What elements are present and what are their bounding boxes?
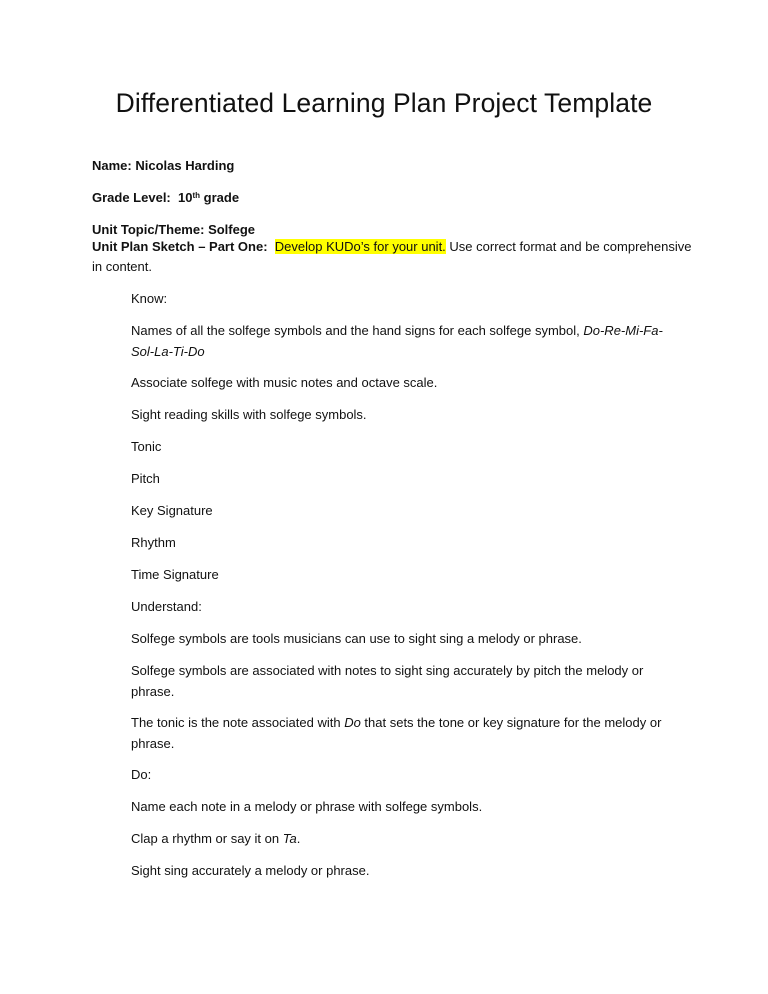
sketch-label: Unit Plan Sketch – Part One:: [92, 239, 268, 254]
know-item-names: [131, 320, 671, 362]
know-item: Key Signature: [131, 503, 213, 518]
do-text: .: [296, 831, 301, 846]
topic-label: Unit Topic/Theme:: [92, 222, 205, 237]
sketch-line-1: [92, 236, 691, 257]
do-item: [131, 828, 671, 849]
do-heading: Do:: [131, 767, 152, 782]
know-heading: Know:: [131, 291, 168, 306]
understand-item: Solfege symbols are associated with notes to sight sing accurately by pitch the melody or phrase.: [131, 663, 644, 699]
grade-field: [92, 187, 239, 208]
sketch-highlight: Develop KUDo’s for your unit.: [274, 239, 446, 254]
know-item: Pitch: [131, 471, 160, 486]
do-italic: Ta: [282, 831, 297, 846]
understand-item: [131, 712, 671, 754]
sketch-instructions: Use correct format and be comprehensive: [445, 239, 692, 254]
know-item: Rhythm: [131, 535, 176, 550]
grade-suffix: grade: [203, 190, 240, 205]
name-value: Nicolas Harding: [135, 158, 235, 173]
grade-number: 10: [178, 190, 193, 205]
solfege-syllables: Do-Re-Mi-Fa-Sol-La-Ti-Do: [131, 323, 663, 359]
grade-superscript: th: [192, 191, 201, 200]
understand-item: Solfege symbols are tools musicians can use to sight sing a melody or phrase.: [131, 631, 582, 646]
grade-label: Grade Level:: [92, 190, 171, 205]
know-item: Associate solfege with music notes and octave scale.: [131, 375, 438, 390]
sketch-line-2: in content.: [92, 259, 152, 274]
know-item: Sight reading skills with solfege symbols.: [131, 407, 367, 422]
understand-heading: Understand:: [131, 599, 202, 614]
know-item-text: Names of all the solfege symbols and the hand signs for each solfege symbol,: [131, 323, 584, 338]
name-label: Name:: [92, 158, 132, 173]
topic-value: Solfege: [208, 222, 256, 237]
document-title: Differentiated Learning Plan Project Template: [115, 88, 653, 118]
know-item: Tonic: [131, 439, 162, 454]
do-item: Sight sing accurately a melody or phrase.: [131, 863, 370, 878]
name-field: [92, 155, 234, 176]
know-item: Time Signature: [131, 567, 219, 582]
understand-italic: Do: [344, 715, 361, 730]
do-text: Clap a rhythm or say it on: [131, 831, 283, 846]
understand-text: that sets the tone or key signature for the melody or phrase.: [131, 715, 662, 751]
understand-text: The tonic is the note associated with: [131, 715, 345, 730]
do-item: Name each note in a melody or phrase with solfege symbols.: [131, 799, 483, 814]
